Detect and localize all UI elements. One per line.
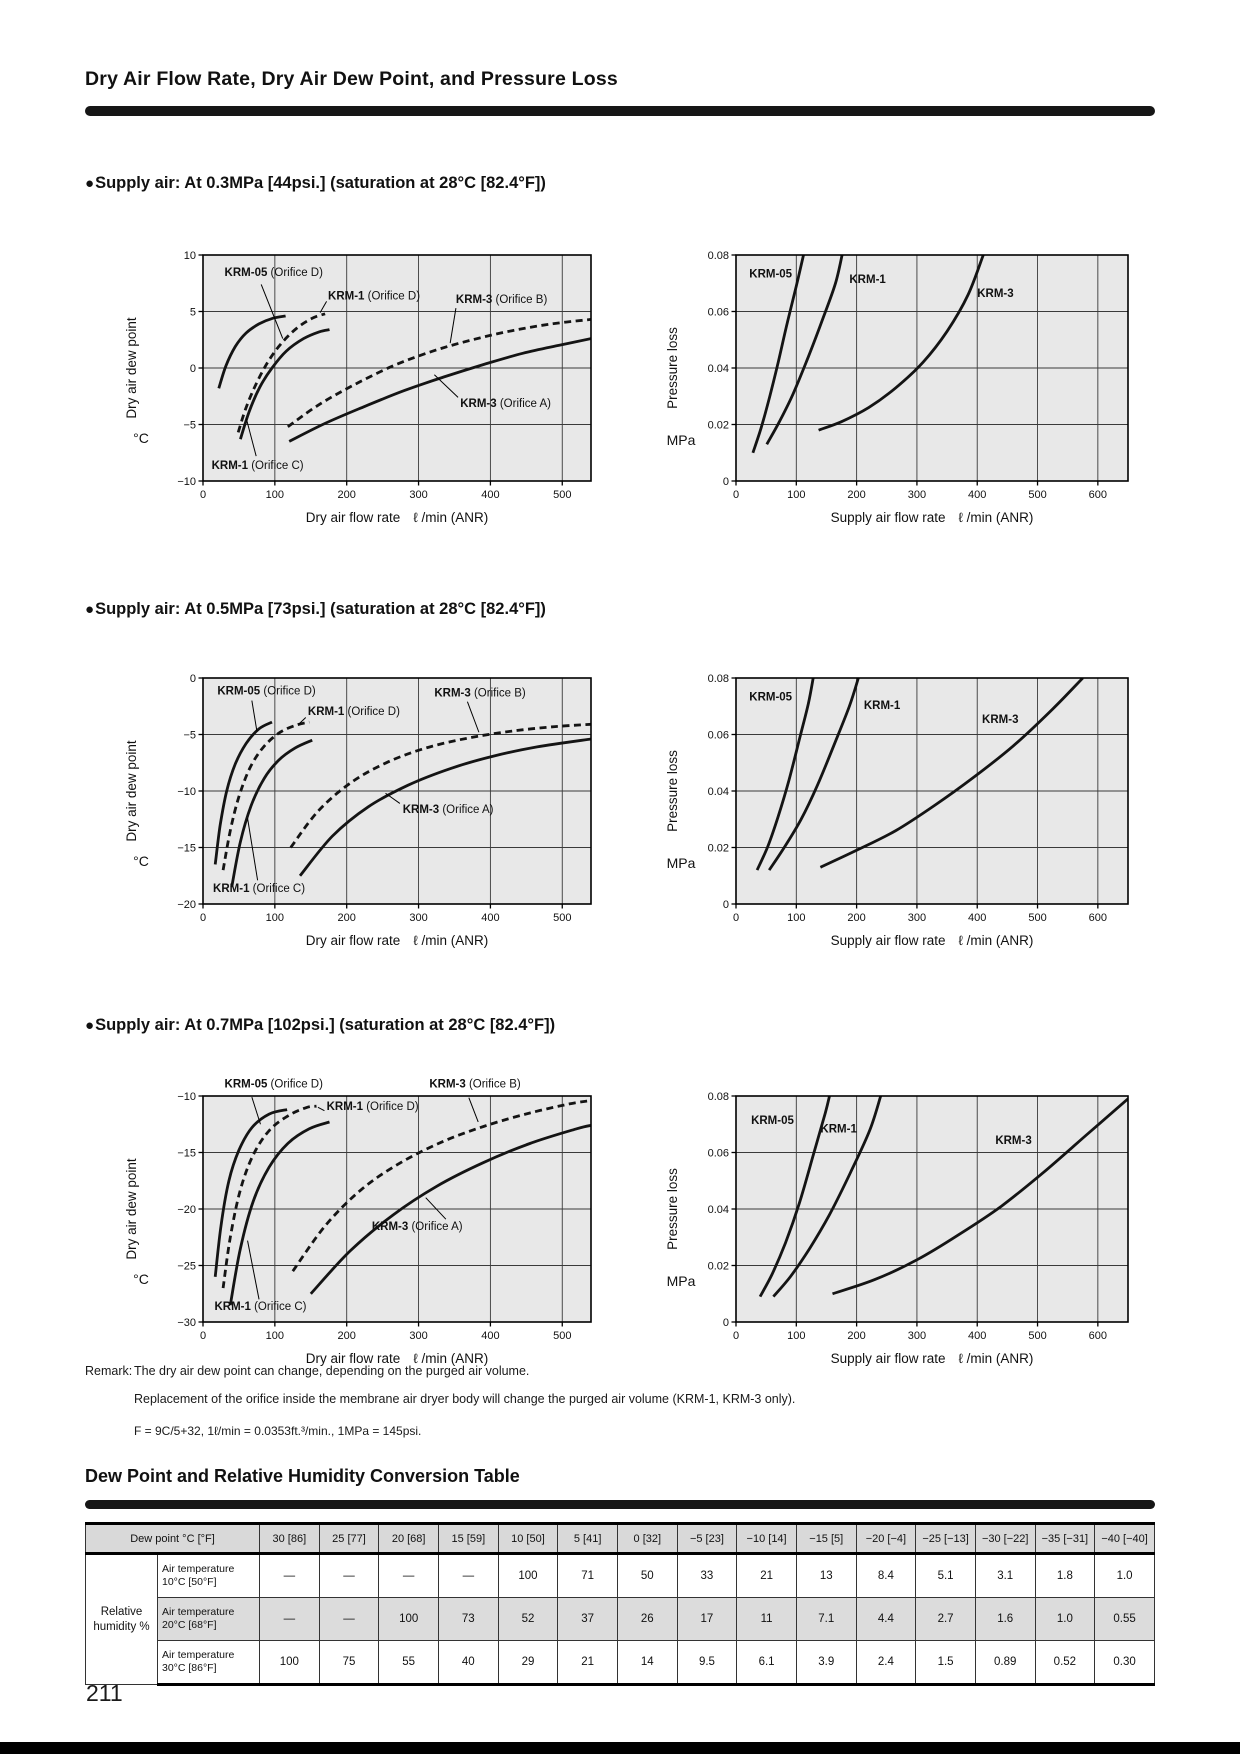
x-tick-label: 600 [1088,912,1108,924]
y-tick-label: 0 [189,672,196,685]
section-heading-0.7mpa [85,1016,555,1035]
section-heading-text: Supply air: At 0.3MPa [44psi.] (saturation at 28°C [82.4°F]) [95,174,546,192]
curve-label: KRM-05 (Orifice D) [217,685,316,698]
humidity-value-cell: 14 [617,1641,677,1685]
humidity-value-cell: 73 [438,1598,498,1641]
dew-point-chart-0.3mpa [110,213,615,535]
y-tick-label: 10 [183,249,196,262]
y-tick-label: 0 [722,475,729,488]
y-axis-unit: MPa [666,432,696,448]
x-tick-label: 600 [1088,489,1108,501]
y-axis-title: Dry air dew point [124,740,139,842]
y-tick-label: 0.04 [707,785,729,798]
x-axis-title: Dry air flow rate ℓ /min (ANR) [305,510,489,525]
y-tick-label: 0.04 [707,1203,729,1216]
curve-label: KRM-1 (Orifice D) [328,290,421,303]
x-tick-label: 200 [847,489,866,501]
x-axis-title: Dry air flow rate ℓ /min (ANR) [305,1351,489,1366]
x-axis-title: Supply air flow rate ℓ /min (ANR) [830,933,1034,948]
humidity-value-cell: 11 [737,1598,797,1641]
humidity-value-cell: — [438,1554,498,1598]
remark-line: Replacement of the orifice inside the membrane air dryer body will change the purged air volume (KRM-1, KRM-3 only). [134,1392,796,1406]
table-title-rule [85,1500,1155,1509]
dew-point-column-header: 15 [59] [438,1524,498,1554]
x-tick-label: 100 [265,1330,285,1342]
curve-label: KRM-3 (Orifice A) [460,398,551,411]
x-tick-label: 500 [1028,489,1047,501]
bottom-band [0,1742,1240,1754]
x-tick-label: 200 [337,912,356,924]
dew-point-column-header: −40 [−40] [1095,1524,1155,1554]
curve-label: KRM-3 [995,1134,1032,1147]
curve-label: KRM-1 (Orifice D) [326,1101,419,1114]
humidity-value-cell: 29 [498,1641,558,1685]
x-tick-label: 300 [409,1330,428,1342]
curve-label: KRM-3 (Orifice B) [455,294,548,307]
y-tick-label: −10 [177,785,196,798]
curve-label: KRM-1 [849,274,886,287]
curve-label: KRM-1 [820,1123,857,1136]
bullet-icon: ● [85,1017,95,1034]
y-axis-unit: MPa [666,855,696,871]
pressure-loss-chart-0.3mpa [640,213,1152,535]
curve-label: KRM-3 (Orifice B) [434,687,526,700]
section-heading-0.5mpa [85,600,546,619]
x-tick-label: 100 [787,1330,806,1342]
curve-label: KRM-05 [749,268,793,281]
humidity-value-cell: 13 [796,1554,856,1598]
conversion-table-title: Dew Point and Relative Humidity Conversion Table [85,1466,520,1486]
y-tick-label: −15 [177,1147,196,1160]
humidity-value-cell: 1.6 [975,1598,1035,1641]
x-tick-label: 300 [907,912,927,924]
x-axis-title: Dry air flow rate ℓ /min (ANR) [305,933,489,948]
x-tick-label: 100 [265,489,285,501]
humidity-value-cell: 1.0 [1035,1598,1095,1641]
humidity-value-cell: 71 [558,1554,618,1598]
x-axis-title: Supply air flow rate ℓ /min (ANR) [830,510,1034,525]
y-axis-title: Dry air dew point [124,1158,139,1260]
x-tick-label: 200 [847,1330,866,1342]
dew-point-column-header: 10 [50] [498,1524,558,1554]
row-group-label: Relative humidity % [86,1554,158,1685]
y-tick-label: −20 [177,1203,196,1216]
x-tick-label: 400 [968,912,987,924]
conversion-formula: F = 9C/5+32, 1ℓ/min = 0.0353ft.³/min., 1MPa = 145psi. [134,1424,422,1438]
y-tick-label: 0 [189,362,196,375]
y-tick-label: 0.08 [707,672,729,685]
dew-point-column-header: −25 [−13] [916,1524,976,1554]
y-axis-unit: °C [133,430,149,446]
dew-point-column-header: 0 [32] [617,1524,677,1554]
y-tick-label: −10 [177,1090,196,1103]
x-tick-label: 400 [481,489,500,501]
table-row [86,1554,1155,1598]
humidity-value-cell: 100 [379,1598,439,1641]
curve-label: KRM-3 (Orifice B) [429,1078,521,1091]
humidity-value-cell: 0.52 [1035,1641,1095,1685]
y-tick-label: 0.06 [707,1147,729,1160]
air-temperature-row-label: Air temperature 10°C [50°F] [158,1554,260,1598]
x-tick-label: 0 [199,912,207,924]
x-tick-label: 100 [787,489,806,501]
x-tick-label: 100 [787,912,806,924]
humidity-value-cell: 26 [617,1598,677,1641]
title-rule [85,106,1155,116]
humidity-value-cell: 55 [379,1641,439,1685]
y-tick-label: −10 [177,475,196,488]
humidity-value-cell: 21 [737,1554,797,1598]
curve-label: KRM-05 [751,1115,794,1128]
x-tick-label: 0 [199,489,207,501]
dew-point-column-header: 5 [41] [558,1524,618,1554]
x-tick-label: 200 [337,489,356,501]
x-tick-label: 200 [337,1330,356,1342]
section-heading-text: Supply air: At 0.5MPa [73psi.] (saturation at 28°C [82.4°F]) [95,600,546,618]
remark-label: Remark: [85,1364,133,1378]
humidity-value-cell: 4.4 [856,1598,916,1641]
y-tick-label: −30 [177,1316,196,1329]
dew-point-column-header: 25 [77] [319,1524,379,1554]
y-tick-label: 0.02 [707,842,729,855]
curve-label: KRM-05 (Orifice D) [224,266,323,279]
curve-label: KRM-05 [749,691,793,704]
dew-point-column-header: 30 [86] [260,1524,320,1554]
x-tick-label: 400 [968,1330,987,1342]
humidity-value-cell: 8.4 [856,1554,916,1598]
dew-point-humidity-table [85,1522,1155,1686]
dew-point-chart-0.7mpa [110,1054,615,1376]
y-tick-label: 0.06 [707,306,729,319]
bullet-icon: ● [85,601,95,618]
curve-label: KRM-1 (Orifice D) [307,705,400,718]
humidity-value-cell: 5.1 [916,1554,976,1598]
dew-point-column-header: −30 [−22] [975,1524,1035,1554]
y-axis-title: Pressure loss [665,327,680,409]
x-tick-label: 600 [1088,1330,1108,1342]
x-tick-label: 0 [732,489,740,501]
humidity-value-cell: — [319,1554,379,1598]
humidity-value-cell: 6.1 [737,1641,797,1685]
section-heading-0.3mpa [85,174,546,193]
x-tick-label: 0 [199,1330,207,1342]
y-axis-title: Pressure loss [665,750,680,832]
x-tick-label: 400 [968,489,987,501]
x-tick-label: 400 [481,912,500,924]
y-tick-label: −15 [177,842,196,855]
humidity-value-cell: 17 [677,1598,737,1641]
y-tick-label: 0.02 [707,419,729,432]
humidity-value-cell: 0.30 [1095,1641,1155,1685]
x-tick-label: 500 [553,489,572,501]
y-axis-unit: °C [133,853,149,869]
remark-line: The dry air dew point can change, depending on the purged air volume. [134,1364,530,1378]
humidity-value-cell: 0.55 [1095,1598,1155,1641]
x-tick-label: 100 [265,912,285,924]
x-tick-label: 300 [907,1330,927,1342]
x-tick-label: 300 [409,489,428,501]
curve-label: KRM-1 (Orifice C) [211,460,304,473]
page-title: Dry Air Flow Rate, Dry Air Dew Point, and Pressure Loss [85,68,618,90]
x-tick-label: 0 [732,912,740,924]
humidity-value-cell: 52 [498,1598,558,1641]
y-axis-unit: °C [133,1271,149,1287]
dew-point-column-header: −5 [23] [677,1524,737,1554]
y-tick-label: −20 [177,898,196,911]
y-tick-label: 0.08 [707,249,729,262]
x-axis-title: Supply air flow rate ℓ /min (ANR) [830,1351,1034,1366]
table-corner-header: Dew point °C [°F] [86,1524,260,1554]
table-row [86,1598,1155,1641]
pressure-loss-chart-0.7mpa [640,1054,1152,1376]
x-tick-label: 400 [481,1330,500,1342]
humidity-value-cell: 0.89 [975,1641,1035,1685]
humidity-value-cell: 37 [558,1598,618,1641]
curve-label: KRM-1 [863,699,901,712]
curve-label: KRM-1 (Orifice C) [213,883,306,896]
y-tick-label: 0 [722,1316,729,1329]
humidity-value-cell: — [260,1598,320,1641]
pressure-loss-chart-0.5mpa [640,636,1152,958]
y-tick-label: −5 [183,419,196,432]
y-tick-label: −5 [183,729,196,742]
humidity-value-cell: 1.0 [1095,1554,1155,1598]
y-tick-label: 0.02 [707,1260,729,1273]
air-temperature-row-label: Air temperature 20°C [68°F] [158,1598,260,1641]
humidity-value-cell: 9.5 [677,1641,737,1685]
dew-point-column-header: −10 [14] [737,1524,797,1554]
dew-point-column-header: −20 [−4] [856,1524,916,1554]
x-tick-label: 500 [553,912,572,924]
curve-label: KRM-3 [977,288,1014,301]
y-tick-label: −25 [177,1260,196,1273]
y-axis-title: Dry air dew point [124,317,139,419]
humidity-value-cell: 33 [677,1554,737,1598]
x-tick-label: 200 [847,912,866,924]
humidity-value-cell: 75 [319,1641,379,1685]
dew-point-chart-0.5mpa [110,636,615,958]
humidity-value-cell: 50 [617,1554,677,1598]
curve-label: KRM-3 (Orifice A) [402,804,494,817]
curve-label: KRM-1 (Orifice C) [214,1301,307,1314]
y-tick-label: 0.04 [707,362,729,375]
dew-point-column-header: −35 [−31] [1035,1524,1095,1554]
y-tick-label: 0.08 [707,1090,729,1103]
x-tick-label: 500 [553,1330,572,1342]
page-number: 211 [86,1680,123,1706]
humidity-value-cell: 100 [260,1641,320,1685]
y-axis-title: Pressure loss [665,1168,680,1250]
x-tick-label: 500 [1028,1330,1047,1342]
bullet-icon: ● [85,175,95,192]
curve-label: KRM-3 [982,713,1019,726]
curve-label: KRM-05 (Orifice D) [224,1078,323,1091]
humidity-value-cell: 1.8 [1035,1554,1095,1598]
humidity-value-cell: 40 [438,1641,498,1685]
curve-label: KRM-3 (Orifice A) [371,1220,463,1233]
y-tick-label: 0.06 [707,729,729,742]
humidity-value-cell: 2.7 [916,1598,976,1641]
y-tick-label: 5 [189,306,196,319]
x-tick-label: 300 [409,912,428,924]
humidity-value-cell: 2.4 [856,1641,916,1685]
x-tick-label: 0 [732,1330,740,1342]
dew-point-column-header: 20 [68] [379,1524,439,1554]
humidity-value-cell: 100 [498,1554,558,1598]
humidity-value-cell: 1.5 [916,1641,976,1685]
x-tick-label: 300 [907,489,927,501]
dew-point-column-header: −15 [5] [796,1524,856,1554]
air-temperature-row-label: Air temperature 30°C [86°F] [158,1641,260,1685]
section-heading-text: Supply air: At 0.7MPa [102psi.] (saturation at 28°C [82.4°F]) [95,1016,556,1034]
humidity-value-cell: 7.1 [796,1598,856,1641]
humidity-value-cell: 21 [558,1641,618,1685]
y-tick-label: 0 [722,898,729,911]
y-axis-unit: MPa [666,1273,696,1289]
humidity-value-cell: — [260,1554,320,1598]
humidity-value-cell: 3.1 [975,1554,1035,1598]
x-tick-label: 500 [1028,912,1047,924]
humidity-value-cell: — [319,1598,379,1641]
humidity-value-cell: 3.9 [796,1641,856,1685]
table-row [86,1641,1155,1685]
humidity-value-cell: — [379,1554,439,1598]
